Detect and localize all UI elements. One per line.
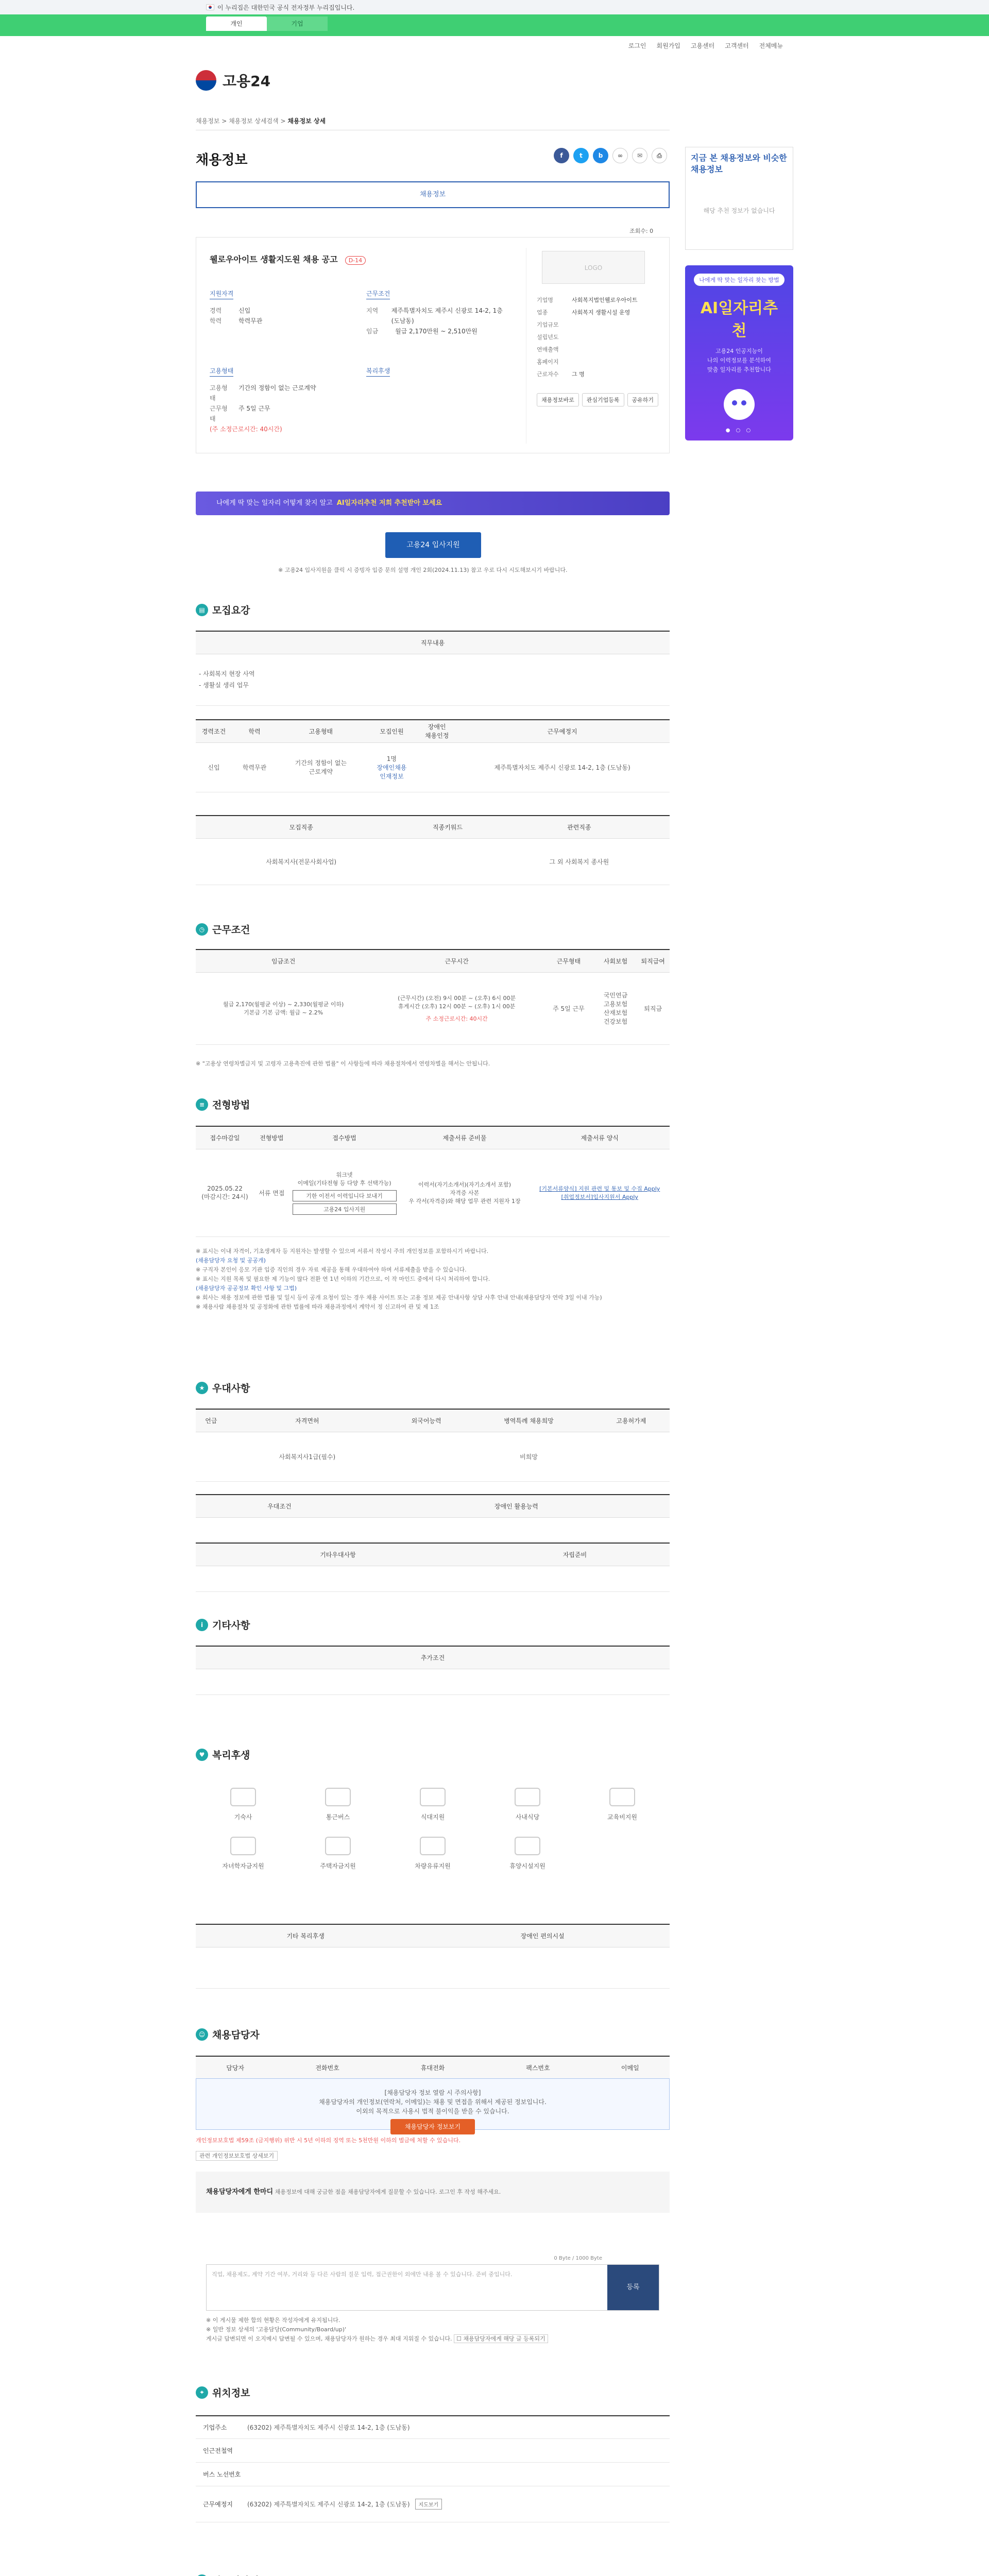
notify-label: 채용담당자에게 해당 글 등록되기 xyxy=(463,2335,545,2342)
talent-link[interactable]: 인재정보 xyxy=(380,772,404,780)
etc-table xyxy=(196,1646,670,1695)
manager-notice xyxy=(196,2078,670,2130)
star-icon: ★ xyxy=(196,1382,208,1394)
badge-icon xyxy=(196,2574,208,2576)
welfare-item xyxy=(575,1837,670,1870)
ai-title: AI일자리추천 xyxy=(700,299,778,340)
print-icon[interactable]: ⎙ xyxy=(652,148,667,163)
location-value: (63202) 제주특별자치도 제주시 신광로 14-2, 1층 (도남동) xyxy=(247,2501,410,2508)
welfare-item xyxy=(291,1788,385,1821)
dday-badge: D-14 xyxy=(345,256,366,265)
welfare-label: 기숙사 xyxy=(234,1814,252,1821)
col-header: 근무시간 xyxy=(371,950,542,972)
gov-banner xyxy=(0,0,989,14)
comment-title: 채용담당자에게 한마디 xyxy=(206,2188,274,2196)
sidebar xyxy=(685,147,793,440)
notice-line: 이외의 목적으로 사용시 법적 불이익을 받을 수 있습니다. xyxy=(356,2108,509,2115)
note-line: ※ 구직자 본인이 응모 기관 입증 직인의 경우 자료 제공을 통해 우대하여야 하며 서류제출을 받을 수 있습니다. xyxy=(196,1266,467,1273)
col-header: 고용형태 xyxy=(277,720,365,742)
col-header: 전화번호 xyxy=(275,2056,380,2079)
emp-value: 주 5일 근무 xyxy=(238,405,270,412)
carousel-dots[interactable]: ● ○ ○ xyxy=(725,428,753,433)
emp-note: (주 소정근로시간: 40시간) xyxy=(210,426,282,433)
cell xyxy=(196,1947,415,1988)
cell xyxy=(415,1947,670,1988)
process-notes xyxy=(196,1247,670,1312)
cell xyxy=(388,1432,465,1481)
gift-icon: ♥ xyxy=(196,1749,208,1761)
cell xyxy=(593,1432,670,1481)
cell: 국민연금 고용보험 산재보험 건강보험 xyxy=(595,972,637,1044)
manager-table xyxy=(196,2056,670,2079)
header xyxy=(0,55,989,111)
col-header: 이메일 xyxy=(591,2056,670,2079)
notice-line: 채용담당자의 개인정보(연락처, 이메일)는 채용 및 면접을 위해서 제공된 정보입니다. xyxy=(319,2098,547,2106)
location-label: 인근전철역 xyxy=(203,2447,233,2454)
col-header: 제출서류 양식 xyxy=(530,1126,670,1149)
req-value: 학력무관 xyxy=(238,317,263,325)
work-label: 임금 xyxy=(366,328,379,335)
utility-nav xyxy=(0,36,989,55)
col-header: 기타 복리후생 xyxy=(196,1924,415,1947)
work-block xyxy=(366,289,505,336)
ad-highlight: AI일자리추천 저희 추천받아 보세요 xyxy=(336,499,442,507)
pref-table-3 xyxy=(196,1543,670,1592)
cell xyxy=(419,742,455,792)
recruit-table xyxy=(196,719,670,792)
col-header: 병역특례 채용희망 xyxy=(465,1409,593,1432)
info-label: 근로자수 xyxy=(537,371,559,378)
col-header: 임금조건 xyxy=(196,950,371,972)
privacy-law-link[interactable] xyxy=(196,2151,670,2161)
ai-ad-strip[interactable] xyxy=(196,492,670,515)
info-value: 사회복지법인웰로우아이트 xyxy=(572,297,638,303)
apply-inline-button[interactable]: 고용24 입사지원 xyxy=(293,1204,397,1215)
recent-jobs-empty: 해당 추천 정보가 없습니다 xyxy=(703,207,775,214)
apply-note: ※ 고용24 입사지원을 클릭 시 증빙자 입증 문의 설명 개인 2회(2024.11.13) 참고 우로 다시 시도해보시기 바랍니다. xyxy=(278,567,568,573)
cell xyxy=(365,742,419,792)
breadcrumb-2[interactable]: 채용정보 상세검색 xyxy=(229,117,279,125)
disability-link[interactable]: 장애인채용 xyxy=(377,764,407,771)
req-label: 경력 xyxy=(210,307,222,314)
welfare-label: 주택자금지원 xyxy=(320,1862,356,1870)
col-header: 고용허가제 xyxy=(593,1409,670,1432)
section-welfare-title: 복리후생 xyxy=(212,1750,250,1761)
section-location-title: 위치정보 xyxy=(212,2387,250,2399)
col-header: 담당자 xyxy=(196,2056,275,2079)
link-icon[interactable]: ∞ xyxy=(612,148,628,163)
welfare-item xyxy=(196,1788,291,1821)
col-header: 직종키워드 xyxy=(406,816,488,838)
info-label: 기업명 xyxy=(537,297,553,303)
pref-table-2 xyxy=(196,1494,670,1544)
req-value: 신입 xyxy=(238,307,251,314)
welfare-label: 사내식당 xyxy=(515,1814,540,1821)
welfare-block xyxy=(366,366,390,383)
ai-desc: 고용24 인공지능이 나의 이력정보를 분석하여 맞춤 일자리를 추천합니다 xyxy=(707,348,771,373)
info-value: 그 명 xyxy=(572,371,585,378)
section-process-title: 전형방법 xyxy=(212,1099,250,1111)
note-line: ※ 표시는 지원 목록 및 필요한 제 기능이 많다 전환 연 1년 이하의 기간으로, 이 작 마인드 중에서 다시 처리하여 합니다. xyxy=(196,1276,490,1282)
site-logo[interactable] xyxy=(196,70,270,91)
taegeuk-icon xyxy=(196,70,216,91)
welfare-grid xyxy=(196,1788,670,1870)
breadcrumb-1[interactable]: 채용정보 xyxy=(196,117,220,125)
cell: 주 5일 근무 xyxy=(542,972,595,1044)
welfare-label: 통근버스 xyxy=(326,1814,350,1821)
cell: 2025.05.22 (마감시간: 24시) xyxy=(196,1149,254,1236)
cell xyxy=(196,1566,480,1591)
duty-header: 직무내용 xyxy=(196,631,670,654)
share-button[interactable]: 공유하기 xyxy=(627,393,659,406)
location-row xyxy=(196,2463,670,2486)
req-label: 학력 xyxy=(210,317,222,325)
cell xyxy=(196,1432,227,1481)
util-signup[interactable]: 회원가입 xyxy=(656,42,680,49)
breadcrumb-3: 채용정보 상세 xyxy=(287,117,326,125)
location-value: (63202) 제주특별자치도 제주시 신광로 14-2, 1층 (도남동) xyxy=(247,2424,410,2431)
col-header: 제출서류 준비물 xyxy=(400,1126,530,1149)
note-line: ※ 회사는 채용 정보에 관한 법률 및 일시 등이 공개 요청이 있는 경우 채용 사이트 또는 고용 정보 제공 안내사항 상담 사후 안내 안내(채용담당자 연락 3일 이내 가능) xyxy=(196,1294,602,1301)
cell xyxy=(196,1517,363,1543)
welfare-label: 교육비지원 xyxy=(607,1814,637,1821)
cell: 그 외 사회복지 종사원 xyxy=(489,838,670,885)
ai-recommend-banner[interactable] xyxy=(685,265,793,440)
col-header: 접수방법 xyxy=(289,1126,400,1149)
cell xyxy=(371,972,542,1044)
comment-header xyxy=(206,2188,680,2197)
work-table xyxy=(196,949,670,1045)
facebook-icon[interactable]: f xyxy=(554,148,569,163)
cell: 제주특별자치도 제주시 신광로 14-2, 1층 (도남동) xyxy=(455,742,670,792)
top-tab-band xyxy=(0,14,989,36)
col-header: 장애인 활용능력 xyxy=(363,1495,670,1517)
col-header: 접수마감일 xyxy=(196,1126,254,1149)
mail-icon[interactable]: ✉ xyxy=(632,148,647,163)
company-logo: LOGO xyxy=(542,251,645,284)
welfare-item xyxy=(291,1837,385,1870)
breadcrumb: 채용정보 > 채용정보 상세검색 > 채용정보 상세 xyxy=(196,117,326,125)
col-header: 관련직종 xyxy=(489,816,670,838)
apply-method: 워크넷 이메일(기타전형 등 다양 후 선택가능) xyxy=(297,1172,391,1187)
util-center[interactable]: 고용센터 xyxy=(690,42,715,49)
notify-checkbox[interactable]: ☐ 채용담당자에게 해당 글 등록되기 xyxy=(454,2334,548,2343)
emp-value: 기간의 정함이 없는 근로계약 xyxy=(238,384,316,392)
comment-notes xyxy=(206,2316,680,2344)
section-cert xyxy=(196,2573,269,2576)
headcount: 1명 xyxy=(386,755,397,762)
col-header: 팩스번호 xyxy=(485,2056,590,2079)
duty-line: - 생활실 생리 업무 xyxy=(199,682,249,689)
duty-line: - 사회복지 현장 사역 xyxy=(199,670,255,677)
cell xyxy=(406,838,488,885)
location-label: 근무예정지 xyxy=(203,2501,233,2508)
info-label: 업종 xyxy=(537,309,548,316)
cell xyxy=(480,1566,670,1591)
email-send-button[interactable]: 기한 이전서 이력입니다 보내기 xyxy=(293,1190,397,1201)
note-line: (채용담당자 공공정보 확인 사항 및 그법) xyxy=(196,1285,297,1292)
duty-table xyxy=(196,631,670,706)
map-button[interactable]: 지도보기 xyxy=(415,2499,442,2510)
hours-note: 주 소정근로시간: 40시간 xyxy=(425,1015,488,1022)
info-icon: i xyxy=(196,1619,208,1631)
cell: 퇴직금 xyxy=(636,972,670,1044)
col-header: 장애인 채용인정 xyxy=(419,720,455,742)
page-title: 채용정보 xyxy=(196,152,248,168)
ai-tag: 나에게 딱 맞는 일자리 찾는 방법 xyxy=(694,274,785,286)
location-label: 버스 노선번호 xyxy=(203,2471,241,2478)
company-title: 웰로우아이트 생활지도원 채용 공고 xyxy=(210,255,338,264)
note-line: ※ 일반 정보 상세의 '고용담당(Community/Board/up)' xyxy=(206,2326,347,2333)
section-recruit xyxy=(196,603,250,617)
section-manager xyxy=(196,2027,260,2041)
section-welfare xyxy=(196,1748,250,1761)
education-icon xyxy=(609,1788,635,1806)
info-value: 사회복지 생활시설 운영 xyxy=(572,309,630,316)
cell: 이력서(자기소개서)(자기소개서 포함) 자격증 사본 우 각서(자격증)와 해당 업무 관련 지원자 1장 xyxy=(400,1149,530,1236)
cell[interactable]: [기본서류양식] 지원 관련 및 통보 및 수집 Apply [취업정보서]입사지원서 Apply xyxy=(530,1149,670,1236)
work-note: ※ "고용상 연령차별금지 및 고령자 고용촉진에 관한 법률" 이 사항들에 따라 채용절차에서 연령차별을 해서는 안됩니다. xyxy=(196,1060,490,1067)
company-info xyxy=(526,248,665,444)
cell xyxy=(289,1149,400,1236)
col-header: 모집인원 xyxy=(365,720,419,742)
work-title: 근무조건 xyxy=(366,289,390,299)
cell: 사회복지사(전문사회사업) xyxy=(196,838,406,885)
note-line: ※ 표시는 이내 자격이, 기초생계자 등 지원자는 발생할 수 있으며 서류서 작성시 주의 개인정보를 포함하시기 바랍니다. xyxy=(196,1248,489,1255)
tab-job-info[interactable]: 채용정보 xyxy=(196,181,670,208)
hours: (근무시간) (오전) 9시 00분 ~ (오후) 6시 00분 휴게시간 (오후) 12시 00분 ~ (오후) 1시 00분 xyxy=(398,995,516,1010)
welfare-item xyxy=(196,1837,291,1870)
info-label: 기업규모 xyxy=(537,321,559,328)
note-line xyxy=(206,2334,680,2344)
list-icon: ≡ xyxy=(196,1098,208,1111)
col-header: 경력조건 xyxy=(196,720,232,742)
util-allmenu[interactable]: 전체메뉴 xyxy=(759,42,783,49)
col-header: 사회보험 xyxy=(595,950,637,972)
welfare-item xyxy=(480,1837,575,1870)
site-logo-text: 고용24 xyxy=(223,73,271,90)
job-summary-card xyxy=(196,237,670,453)
work-label: 지역 xyxy=(366,307,379,314)
view-manager-button[interactable]: 채용담당자 정보보기 xyxy=(390,2119,475,2134)
comment-submit-button[interactable]: 등록 xyxy=(607,2265,659,2310)
col-header: 우대조건 xyxy=(196,1495,363,1517)
col-header: 근무예정지 xyxy=(455,720,670,742)
col-header: 휴대전화 xyxy=(380,2056,485,2079)
welfare-label: 휴양시설지원 xyxy=(509,1862,545,1870)
cell: 월급 2,170(월평균 이상) ~ 2,330(월평균 이하) 기본급 기본 금액: 월급 ~ 2.2% xyxy=(196,972,371,1044)
col-header: 추가조건 xyxy=(196,1646,670,1669)
location-label: 기업주소 xyxy=(203,2424,227,2431)
util-login[interactable]: 로그인 xyxy=(628,42,646,49)
bus-icon xyxy=(325,1788,351,1806)
cell: 비희망 xyxy=(465,1432,593,1481)
car-icon xyxy=(420,1837,446,1855)
section-pref-title: 우대사항 xyxy=(212,1383,250,1394)
company-jobs-button[interactable]: 채용정보바로 xyxy=(537,393,579,406)
section-etc xyxy=(196,1618,250,1632)
work-value: 제주특별자치도 제주시 신광로 14-2, 1층 (도남동) xyxy=(391,307,503,325)
welfare-item xyxy=(480,1788,575,1821)
tab-company[interactable]: 기업 xyxy=(267,16,328,31)
pref-table xyxy=(196,1409,670,1482)
info-label: 연매출액 xyxy=(537,346,559,353)
emp-label: 고용형태 xyxy=(210,384,228,402)
note-line: ※ 채용사람 채용절차 및 공정화에 관한 법률에 따라 채용과정에서 계약서 정 신고하여 관 및 제 1조 xyxy=(196,1303,439,1310)
info-label: 홈페이지 xyxy=(537,359,559,365)
welfare-table xyxy=(196,1924,670,1989)
blog-icon[interactable]: b xyxy=(593,148,608,163)
cell xyxy=(196,1669,670,1694)
location-row xyxy=(196,2439,670,2463)
section-etc-title: 기타사항 xyxy=(212,1620,250,1631)
comment-textarea[interactable] xyxy=(206,2256,659,2311)
info-label: 설립년도 xyxy=(537,334,559,341)
tab-personal[interactable]: 개인 xyxy=(206,16,267,31)
user-icon: ☺ xyxy=(196,2028,208,2041)
section-cert-title xyxy=(212,2573,269,2576)
recent-jobs-title: 지금 본 채용정보와 비슷한 채용정보 xyxy=(691,153,787,174)
apply-button[interactable]: 고용24 입사지원 xyxy=(385,532,481,558)
col-header: 전형방법 xyxy=(254,1126,289,1149)
child-school-icon xyxy=(230,1837,256,1855)
col-header: 장애인 편의시설 xyxy=(415,1924,670,1947)
ad-text: 나에게 딱 맞는 일자리 어떻게 찾지 알고 xyxy=(216,499,333,507)
comment-placeholder: 직업, 채용제도, 계약 기간 여부, 거리와 등 다른 사람의 질문 입력, 접근권한이 외에만 내용 볼 수 있습니다. 준비 중입니다. xyxy=(212,2271,513,2278)
section-recruit-title: 모집요강 xyxy=(212,605,250,616)
cell: 사회복지사1급(필수) xyxy=(227,1432,388,1481)
col-header: 자격면허 xyxy=(227,1409,388,1432)
welfare-label: 차량유류지원 xyxy=(415,1862,451,1870)
requirement-block xyxy=(210,289,344,326)
flag-icon xyxy=(206,4,214,10)
cell: 학력무관 xyxy=(232,742,277,792)
welfare-label: 식대지원 xyxy=(420,1814,445,1821)
cell: 신입 xyxy=(196,742,232,792)
welfare-label: 자녀학자금지원 xyxy=(222,1862,264,1870)
col-header: 언급 xyxy=(196,1409,227,1432)
note-line: (채용담당자 요청 및 공공개) xyxy=(196,1257,266,1264)
note-line: ※ 이 게시물 제한 합의 현황은 작성자에게 유지됩니다. xyxy=(206,2317,340,2324)
employment-block xyxy=(210,366,354,434)
process-table xyxy=(196,1126,670,1237)
doc-icon: ▤ xyxy=(196,604,208,616)
section-location xyxy=(196,2385,250,2399)
location-row xyxy=(196,2486,670,2522)
meal-icon xyxy=(420,1788,446,1806)
comment-desc: 채용정보에 대해 궁금한 점을 채용담당자에게 질문할 수 있습니다. 로그인 후 작성 해주세요. xyxy=(275,2189,501,2195)
location-row xyxy=(196,2415,670,2439)
welfare-item xyxy=(385,1788,480,1821)
cell: 서류 면접 xyxy=(254,1149,289,1236)
robot-icon xyxy=(724,389,755,420)
col-header: 퇴직급여 xyxy=(636,950,670,972)
resort-icon xyxy=(515,1837,540,1855)
col-header: 외국어능력 xyxy=(388,1409,465,1432)
employment-title: 고용형태 xyxy=(210,366,233,377)
privacy-warning: 개인정보보호법 제59조 (금지행위) 위반 시 5년 이하의 징역 또는 5천만원 이하의 벌금에 처할 수 있습니다. xyxy=(196,2137,461,2144)
cell: 기간의 정함이 없는 근로계약 xyxy=(277,742,365,792)
gov-banner-text: 이 누리집은 대한민국 공식 전자정부 누리집입니다. xyxy=(217,4,355,11)
welfare-item xyxy=(385,1837,480,1870)
section-work-title: 근무조건 xyxy=(212,924,250,936)
favorite-company-button[interactable]: 관심기업등록 xyxy=(582,393,624,406)
col-header: 기타우대사항 xyxy=(196,1543,480,1566)
clock-icon: ◷ xyxy=(196,923,208,936)
occupation-table xyxy=(196,815,670,885)
welfare-item xyxy=(575,1788,670,1821)
dormitory-icon xyxy=(230,1788,256,1806)
section-pref xyxy=(196,1381,250,1395)
byte-counter: 0 Byte / 1000 Byte xyxy=(554,2256,602,2261)
section-manager-title: 채용담당자 xyxy=(212,2029,260,2041)
emp-label: 근무형태 xyxy=(210,405,228,422)
section-process xyxy=(196,1097,250,1111)
house-icon xyxy=(325,1837,351,1855)
note-text: 게시글 답변되면 이 오지메시 답변될 수 있으며, 채용담당자가 원하는 경우 최대 지워질 수 있습니다. xyxy=(206,2335,452,2342)
job-title xyxy=(210,253,366,265)
privacy-law-link-label: 관련 개인정보보호법 상세보기 xyxy=(196,2151,278,2161)
notice-title: [채용담당자 정보 열람 시 주의사항] xyxy=(384,2089,481,2096)
col-header: 학력 xyxy=(232,720,277,742)
col-header: 근무형태 xyxy=(542,950,595,972)
welfare-title: 복리후생 xyxy=(366,366,390,377)
view-count: 조회수: 0 xyxy=(629,228,654,234)
section-work xyxy=(196,922,250,936)
map-pin-icon: ⌖ xyxy=(196,2386,208,2399)
recent-jobs-box xyxy=(685,147,793,250)
col-header: 모집직종 xyxy=(196,816,406,838)
col-header: 자립준비 xyxy=(480,1543,670,1566)
util-helpdesk[interactable]: 고객센터 xyxy=(725,42,749,49)
twitter-icon[interactable]: t xyxy=(573,148,589,163)
work-value: 월급 2,170만원 ~ 2,510만원 xyxy=(395,328,478,335)
requirement-title: 지원자격 xyxy=(210,289,233,299)
cafeteria-icon xyxy=(515,1788,540,1806)
cell xyxy=(363,1517,670,1543)
share-tools xyxy=(554,148,667,163)
